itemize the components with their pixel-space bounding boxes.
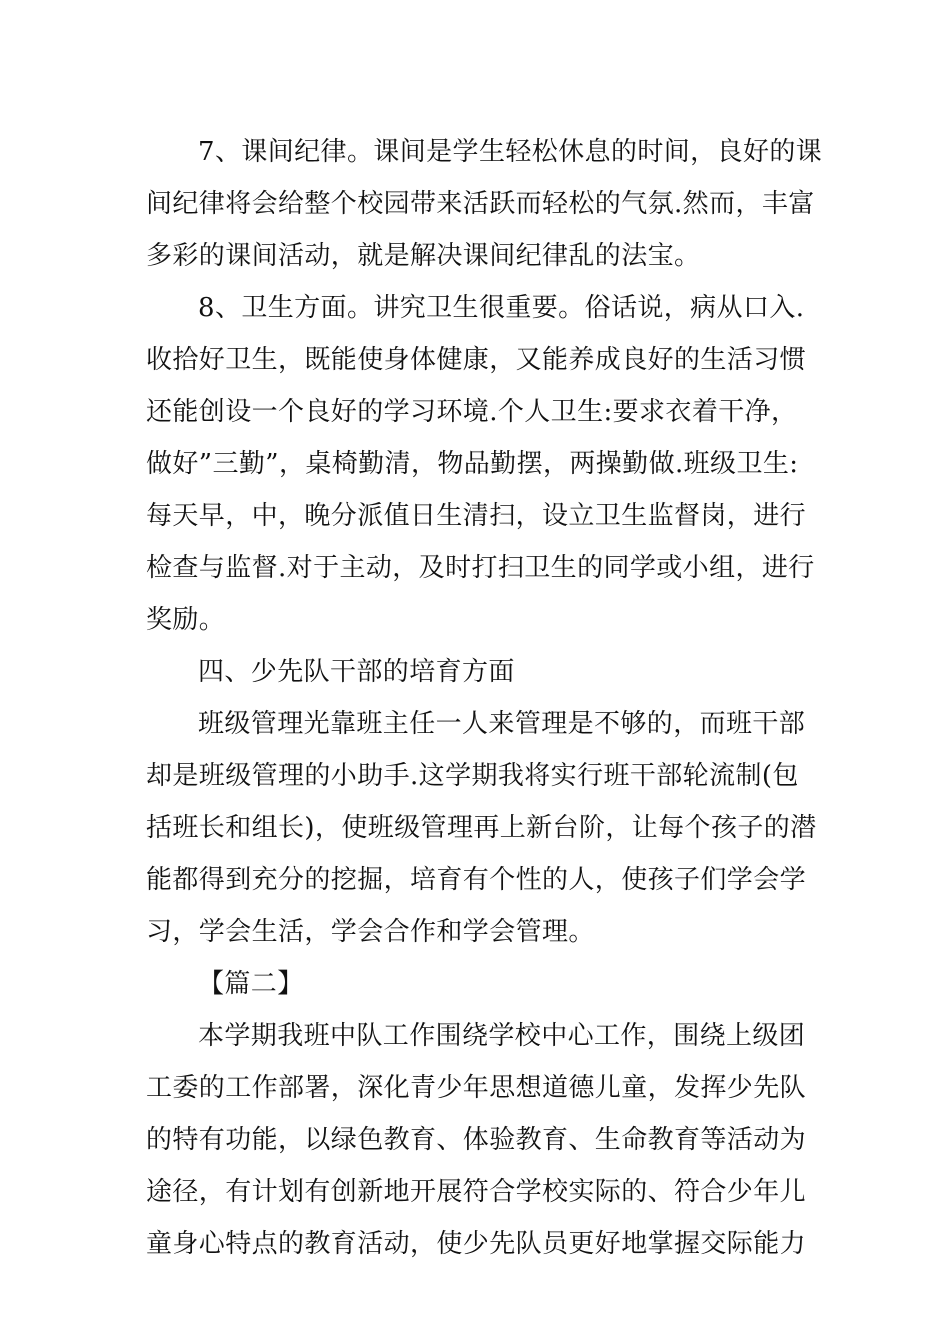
- text-line: 7、课间纪律。课间是学生轻松休息的时间，良好的课: [198, 137, 823, 167]
- text-line: 却是班级管理的小助手.这学期我将实行班干部轮流制(包: [146, 761, 799, 791]
- text-line: 途径，有计划有创新地开展符合学校实际的、符合少年儿: [146, 1177, 807, 1207]
- part-heading: 【篇二】: [198, 969, 304, 999]
- text-line: 检查与监督.对于主动，及时打扫卫生的同学或小组，进行: [146, 553, 815, 583]
- text-line: 间纪律将会给整个校园带来活跃而轻松的气氛.然而，丰富: [146, 189, 815, 219]
- text-line: 的特有功能，以绿色教育、体验教育、生命教育等活动为: [146, 1125, 807, 1155]
- text-line: 童身心特点的教育活动，使少先队员更好地掌握交际能力: [146, 1229, 807, 1259]
- text-line: 收拾好卫生，既能使身体健康，又能养成良好的生活习惯: [146, 345, 807, 375]
- text-line: 做好”三勤”，桌椅勤清，物品勤摆，两操勤做.班级卫生:: [146, 449, 799, 479]
- section-heading: 四、少先队干部的培育方面: [198, 657, 515, 687]
- text-line: 本学期我班中队工作围绕学校中心工作，围绕上级团: [198, 1021, 806, 1051]
- document-body: [146, 126, 826, 1270]
- text-line: 8、卫生方面。讲究卫生很重要。俗话说，病从口入.: [198, 293, 805, 323]
- text-line: 班级管理光靠班主任一人来管理是不够的，而班干部: [198, 709, 806, 739]
- text-line: 奖励。: [146, 605, 226, 635]
- text-line: 习，学会生活，学会合作和学会管理。: [146, 917, 595, 947]
- text-line: 多彩的课间活动，就是解决课间纪律乱的法宝。: [146, 241, 701, 271]
- text-line: 能都得到充分的挖掘，培育有个性的人，使孩子们学会学: [146, 865, 807, 895]
- text-line: 还能创设一个良好的学习环境.个人卫生:要求衣着干净，: [146, 397, 798, 427]
- text-line: 工委的工作部署，深化青少年思想道德儿童，发挥少先队: [146, 1073, 807, 1103]
- text-line: 括班长和组长)，使班级管理再上新台阶，让每个孩子的潜: [146, 813, 817, 843]
- text-line: 每天早，中，晚分派值日生清扫，设立卫生监督岗，进行: [146, 501, 807, 531]
